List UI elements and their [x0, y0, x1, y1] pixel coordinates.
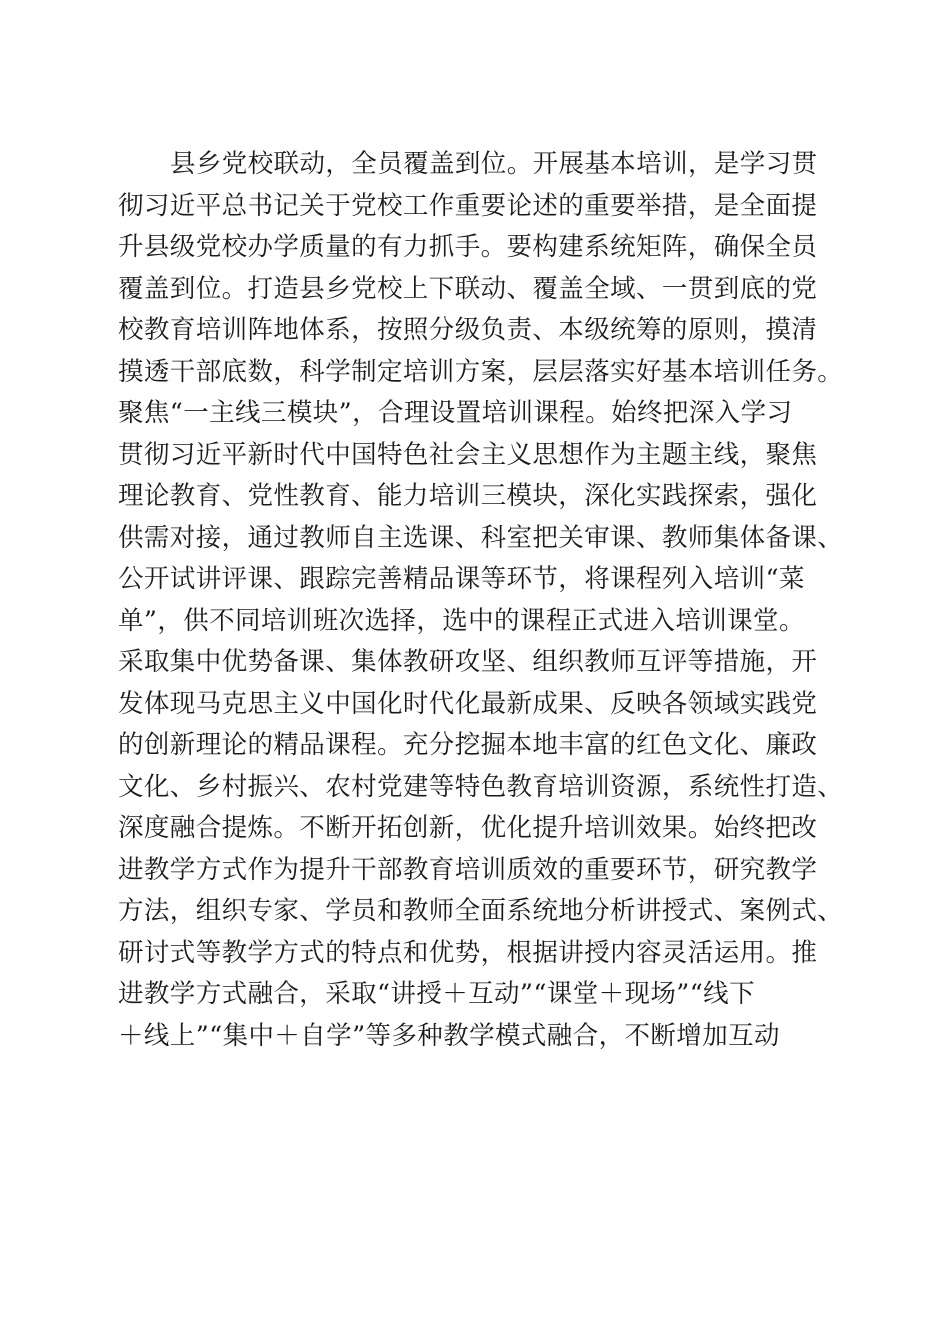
- text-line-4: 覆盖到位。打造县乡党校上下联动、覆盖全域、一贯到底的党: [118, 273, 818, 304]
- text-line-20: 研讨式等教学方式的特点和优势，根据讲授内容灵活运用。推: [118, 937, 818, 968]
- text-line-3: 升县级党校办学质量的有力抓手。要构建系统矩阵，确保全员: [118, 232, 818, 262]
- text-line-21: 进教学方式融合，采取“讲授＋互动”“课堂＋现场”“线下: [118, 979, 755, 1009]
- text-line-22: ＋线上”“集中＋自学”等多种教学模式融合，不断增加互动: [118, 1020, 780, 1051]
- text-line-18: 进教学方式作为提升干部教育培训质效的重要环节，研究教学: [118, 854, 818, 885]
- text-line-2: 彻习近平总书记关于党校工作重要论述的重要举措，是全面提: [118, 190, 818, 221]
- text-line-19: 方法，组织专家、学员和教师全面系统地分析讲授式、案例式、: [118, 896, 844, 926]
- text-line-15: 的创新理论的精品课程。充分挖掘本地丰富的红色文化、廉政: [118, 730, 818, 760]
- body-text: [118, 144, 848, 1057]
- text-line-9: 理论教育、党性教育、能力培训三模块，深化实践探索，强化: [118, 481, 818, 511]
- text-line-16: 文化、乡村振兴、农村党建等特色教育培训资源，系统性打造、: [118, 771, 844, 802]
- text-line-7: 聚焦“一主线三模块”，合理设置培训课程。始终把深入学习: [118, 398, 793, 428]
- text-line-12: 单”，供不同培训班次选择，选中的课程正式进入培训课堂。: [118, 605, 805, 636]
- text-line-6: 摸透干部底数，科学制定培训方案，层层落实好基本培训任务。: [118, 356, 844, 387]
- text-line-10: 供需对接，通过教师自主选课、科室把关审课、教师集体备课、: [118, 522, 844, 553]
- text-line-14: 发体现马克思主义中国化时代化最新成果、反映各领域实践党: [118, 688, 818, 719]
- text-line-8: 贯彻习近平新时代中国特色社会主义思想作为主题主线，聚焦: [118, 439, 818, 470]
- text-line-13: 采取集中优势备课、集体教研攻坚、组织教师互评等措施，开: [118, 647, 818, 677]
- text-line-17: 深度融合提炼。不断开拓创新，优化提升培训效果。始终把改: [118, 813, 818, 843]
- text-line-11: 公开试讲评课、跟踪完善精品课等环节，将课程列入培训“菜: [118, 564, 805, 594]
- text-line-1: 县乡党校联动，全员覆盖到位。开展基本培训，是学习贯: [170, 149, 818, 179]
- text-line-5: 校教育培训阵地体系，按照分级负责、本级统筹的原则，摸清: [118, 315, 818, 345]
